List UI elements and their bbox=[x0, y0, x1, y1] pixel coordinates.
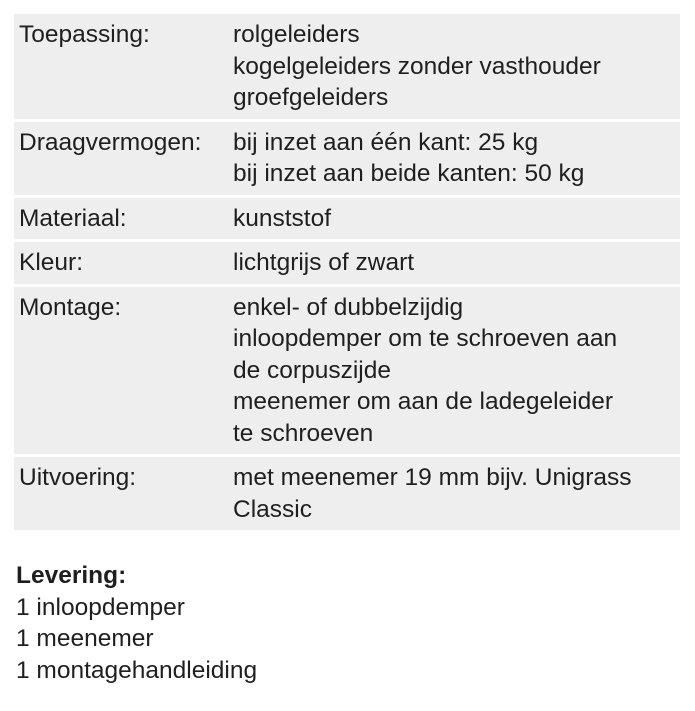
spec-value-line: Classic bbox=[233, 495, 312, 523]
spec-value bbox=[233, 287, 680, 455]
spec-value bbox=[233, 14, 680, 119]
spec-row-uitvoering bbox=[14, 457, 680, 530]
spec-value-line: de corpuszijde bbox=[233, 356, 391, 384]
spec-value-line: met meenemer 19 mm bijv. Unigrass bbox=[233, 464, 632, 491]
spec-label: Materiaal: bbox=[14, 198, 233, 240]
spec-row-materiaal bbox=[14, 198, 680, 240]
spec-value bbox=[233, 122, 680, 195]
spec-row-draagvermogen bbox=[14, 122, 680, 195]
delivery-title: Levering: bbox=[16, 562, 127, 589]
spec-value-line: bij inzet aan één kant: 25 kg bbox=[233, 128, 539, 156]
spec-value bbox=[233, 242, 680, 284]
spec-value-line: inloopdemper om te schroeven aan bbox=[233, 325, 618, 352]
delivery-item: 1 inloopdemper bbox=[16, 593, 185, 621]
spec-value-line: lichtgrijs of zwart bbox=[233, 249, 415, 276]
delivery-item: 1 montagehandleiding bbox=[16, 656, 258, 684]
spec-row-toepassing bbox=[14, 14, 680, 119]
spec-value-line: meenemer om aan de ladegeleider bbox=[233, 388, 613, 415]
spec-value bbox=[233, 198, 680, 240]
spec-label: Kleur: bbox=[14, 242, 233, 284]
spec-label: Montage: bbox=[14, 287, 233, 455]
spec-row-montage bbox=[14, 287, 680, 455]
spec-label: Toepassing: bbox=[14, 14, 233, 119]
delivery-section bbox=[16, 560, 257, 686]
specifications-table bbox=[14, 11, 680, 533]
spec-value bbox=[233, 457, 680, 530]
spec-value-line: rolgeleiders bbox=[233, 21, 360, 48]
spec-value-line: te schroeven bbox=[233, 419, 374, 447]
spec-label: Draagvermogen: bbox=[14, 122, 233, 195]
spec-value-line: bij inzet aan beide kanten: 50 kg bbox=[233, 160, 585, 187]
spec-value-line: enkel- of dubbelzijdig bbox=[233, 293, 464, 321]
spec-value-line: kogelgeleiders zonder vasthouder bbox=[233, 52, 601, 80]
delivery-item: 1 meenemer bbox=[16, 625, 154, 652]
spec-value-line: kunststof bbox=[233, 204, 332, 232]
spec-label: Uitvoering: bbox=[14, 457, 233, 530]
spec-row-kleur bbox=[14, 242, 680, 284]
spec-value-line: groefgeleiders bbox=[233, 84, 389, 111]
